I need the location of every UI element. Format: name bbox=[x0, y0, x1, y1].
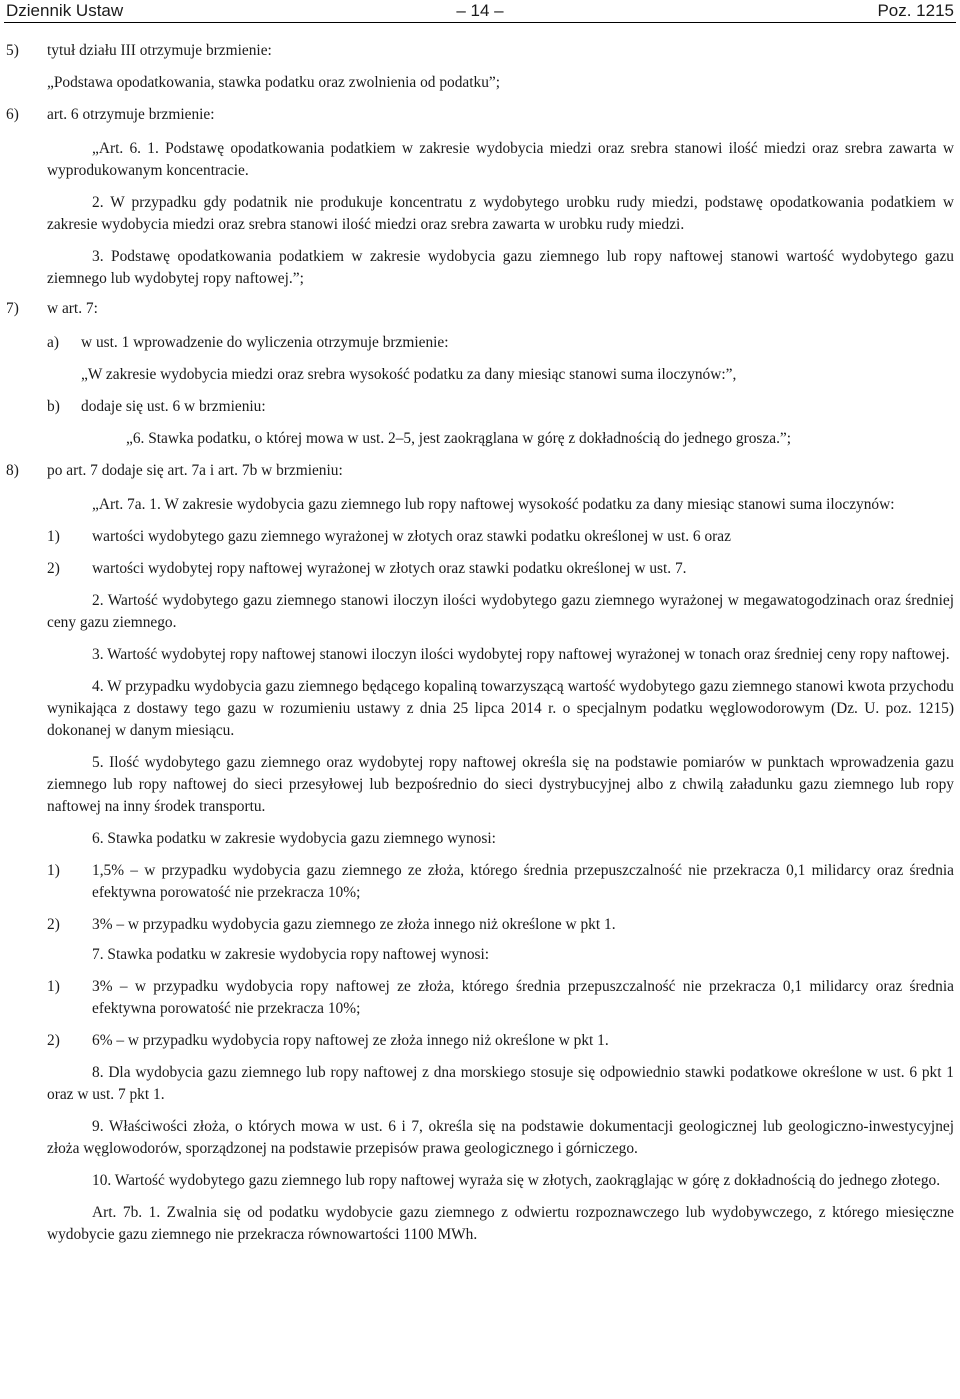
quote-7b: „6. Stawka podatku, o której mowa w ust. 2–5, jest zaokrąglana w górę z dokładnością do jednego grosza.”; bbox=[126, 430, 792, 447]
list-item-7b bbox=[0, 396, 960, 418]
art7a-par2: 2. Wartość wydobytego gazu ziemnego stanowi iloczyn ilości wydobytego gazu ziemnego wyrażonej w megawatogodzinach oraz średniej ceny gazu ziemnego. bbox=[47, 592, 954, 631]
item-number: 1) bbox=[47, 862, 60, 879]
item-text: dodaje się ust. 6 w brzmieniu: bbox=[81, 398, 266, 415]
art7a-par1-item2 bbox=[0, 558, 960, 580]
item-number: 6) bbox=[6, 106, 19, 123]
item-text: 1,5% – w przypadku wydobycia gazu ziemnego ze złoża, którego średnia przepuszczalność nie przekracza 0,1 milidarcy oraz średnia efektywna porowatość nie przekracza 10%; bbox=[92, 862, 954, 901]
art7a-par8: 8. Dla wydobycia gazu ziemnego lub ropy naftowej z dna morskiego stosuje się odpowiednio stawki podatkowe określone w ust. 6 pkt 1 oraz w ust. 7 pkt 1. bbox=[47, 1064, 954, 1103]
item-text: po art. 7 dodaje się art. 7a i art. 7b w brzmieniu: bbox=[47, 462, 343, 479]
item-text: wartości wydobytej ropy naftowej wyrażonej w złotych oraz stawki podatku określonej w ust. 7. bbox=[92, 560, 687, 577]
list-item-8 bbox=[0, 460, 960, 482]
list-item-5 bbox=[0, 40, 960, 62]
art7a-par6: 6. Stawka podatku w zakresie wydobycia gazu ziemnego wynosi: bbox=[92, 830, 496, 847]
art7a-par3: 3. Wartość wydobytej ropy naftowej stanowi iloczyn ilości wydobytej ropy naftowej wyrażonej w tonach oraz średniej ceny ropy naftowej. bbox=[92, 646, 950, 663]
item-text: 6% – w przypadku wydobycia ropy naftowej ze złoża innego niż określone w pkt 1. bbox=[92, 1032, 609, 1049]
page-number: – 14 – bbox=[456, 1, 504, 20]
header-rule bbox=[4, 22, 956, 23]
item-number: 5) bbox=[6, 42, 19, 59]
item-number: 7) bbox=[6, 300, 19, 317]
position-number: Poz. 1215 bbox=[877, 1, 954, 20]
art7a-par7-item2 bbox=[0, 1030, 960, 1052]
item-letter: b) bbox=[47, 398, 60, 415]
document-body bbox=[0, 40, 960, 1246]
art7b-par1: Art. 7b. 1. Zwalnia się od podatku wydobycie gazu ziemnego z odwiertu rozpoznawczego lub wydobywczego, z którego miesięczne wydobycie gazu ziemnego nie przekracza równowartości 1100 MWh. bbox=[47, 1204, 954, 1243]
item-number: 2) bbox=[47, 916, 60, 933]
page-header bbox=[0, 0, 960, 24]
art7a-par9: 9. Właściwości złoża, o których mowa w ust. 6 i 7, określa się na podstawie dokumentacji geologicznej lub geologiczno-inwestycyjnej złoża węglowodorów, sporządzonej na podstawie przepisów prawa geologicznego i górniczego. bbox=[47, 1118, 954, 1157]
art7a-par6-item1 bbox=[0, 860, 960, 904]
item-text: art. 6 otrzymuje brzmienie: bbox=[47, 106, 215, 123]
list-item-7a bbox=[0, 332, 960, 354]
art7a-par7: 7. Stawka podatku w zakresie wydobycia ropy naftowej wynosi: bbox=[92, 946, 490, 963]
art7a-par4: 4. W przypadku wydobycia gazu ziemnego będącego kopaliną towarzyszącą wartość wydobytego gazu ziemnego stanowi kwota przychodu wynikająca z dostawy tego gazu w rozumieniu ustawy z dnia 25 lipca 2014 r. o specjalnym podatku węglowodorowym (Dz. U. poz. 1215) dokonanej w danym miesiącu. bbox=[47, 678, 954, 739]
art7a-par1-item1 bbox=[0, 526, 960, 548]
item-letter: a) bbox=[47, 334, 59, 351]
art6-par2: 2. W przypadku gdy podatnik nie produkuje koncentratu z wydobytego urobku rudy miedzi, podstawę opodatkowania podatkiem w zakresie wydobycia miedzi oraz srebra stanowi ilość miedzi oraz srebra zawarta w urobku rudy miedzi. bbox=[47, 194, 954, 233]
art6-par1: „Art. 6. 1. Podstawę opodatkowania podatkiem w zakresie wydobycia miedzi oraz srebra stanowi ilość miedzi oraz srebra zawarta w wyprodukowanym koncentracie. bbox=[47, 140, 954, 179]
art7a-par1: „Art. 7a. 1. W zakresie wydobycia gazu ziemnego lub ropy naftowej wysokość podatku za dany miesiąc stanowi suma iloczynów: bbox=[92, 496, 895, 513]
quoted-title: „Podstawa opodatkowania, stawka podatku oraz zwolnienia od podatku”; bbox=[47, 74, 501, 91]
list-item-7 bbox=[0, 298, 960, 320]
art7a-par7-item1 bbox=[0, 976, 960, 1020]
quote-7a: „W zakresie wydobycia miedzi oraz srebra wysokość podatku za dany miesiąc stanowi suma iloczynów:”, bbox=[81, 366, 737, 383]
item-number: 2) bbox=[47, 1032, 60, 1049]
item-number: 1) bbox=[47, 978, 60, 995]
item-text: w art. 7: bbox=[47, 300, 98, 317]
item-text: 3% – w przypadku wydobycia gazu ziemnego ze złoża innego niż określone w pkt 1. bbox=[92, 916, 616, 933]
item-text: 3% – w przypadku wydobycia ropy naftowej ze złoża, którego średnia przepuszczalność nie przekracza 0,1 milidarcy oraz średnia efektywna porowatość nie przekracza 10%; bbox=[92, 978, 954, 1017]
item-number: 8) bbox=[6, 462, 19, 479]
item-text: wartości wydobytego gazu ziemnego wyrażonej w złotych oraz stawki podatku określonej w ust. 6 oraz bbox=[92, 528, 731, 545]
item-number: 1) bbox=[47, 528, 60, 545]
art6-par3: 3. Podstawę opodatkowania podatkiem w zakresie wydobycia gazu ziemnego lub ropy naftowej stanowi wartość wydobytego gazu ziemnego lub wydobytej ropy naftowej.”; bbox=[47, 248, 954, 287]
item-text: tytuł działu III otrzymuje brzmienie: bbox=[47, 42, 272, 59]
journal-title: Dziennik Ustaw bbox=[6, 1, 124, 20]
list-item-6 bbox=[0, 104, 960, 126]
art7a-par10: 10. Wartość wydobytego gazu ziemnego lub ropy naftowej wyraża się w złotych, zaokrąglając w górę z dokładnością do jednego złotego. bbox=[92, 1172, 941, 1189]
art7a-par5: 5. Ilość wydobytego gazu ziemnego oraz wydobytej ropy naftowej określa się na podstawie pomiarów w punktach wprowadzenia gazu ziemnego lub ropy naftowej do sieci przesyłowej lub bezpośrednio do sieci dystrybucyjnej albo z chwilą załadunku gazu ziemnego lub ropy naftowej na inny środek transportu. bbox=[47, 754, 954, 815]
item-text: w ust. 1 wprowadzenie do wyliczenia otrzymuje brzmienie: bbox=[81, 334, 449, 351]
item-number: 2) bbox=[47, 560, 60, 577]
art7a-par6-item2 bbox=[0, 914, 960, 936]
